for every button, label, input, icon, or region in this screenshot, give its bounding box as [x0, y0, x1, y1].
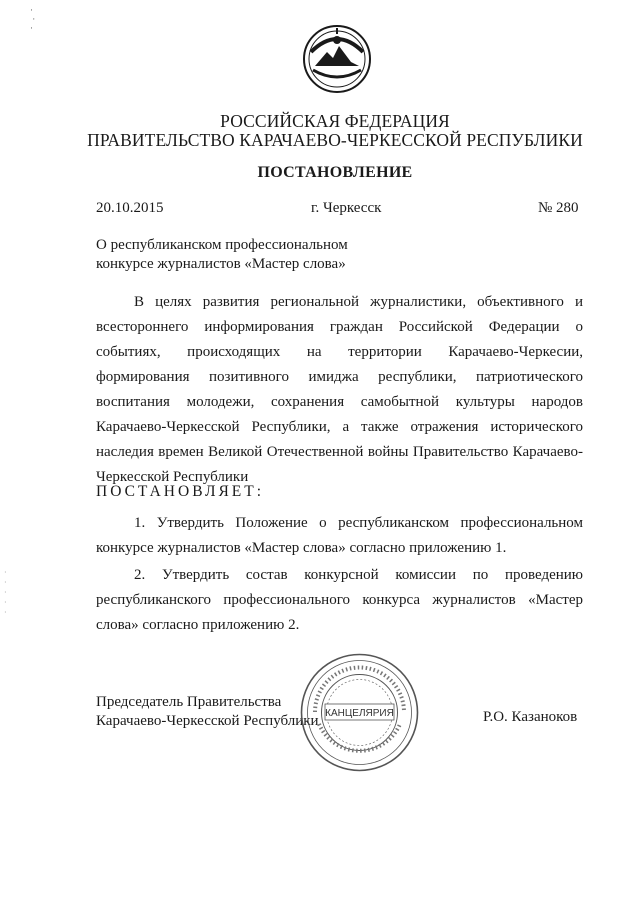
- subject-line-2: конкурсе журналистов «Мастер слова»: [96, 256, 346, 272]
- header-government: ПРАВИТЕЛЬСТВО КАРАЧАЕВО-ЧЕРКЕССКОЙ РЕСПУБЛИКИ: [87, 130, 583, 150]
- resolution-item-2: 2. Утвердить состав конкурсной комиссии по проведению республиканского профессионального конкурса журналистов «Мастер слова» согласно приложению 2.: [96, 567, 583, 633]
- document-number: № 280: [538, 200, 579, 216]
- signatory-title-line-1: Председатель Правительства: [96, 694, 282, 710]
- scan-marks: · · ·: [30, 5, 36, 33]
- signatory-name: Р.О. Казаноков: [483, 709, 578, 725]
- document-type: ПОСТАНОВЛЕНИЕ: [257, 164, 413, 181]
- document-city: г. Черкесск: [311, 200, 382, 216]
- resolution-item-1: 1. Утвердить Положение о республиканском профессиональном конкурсе журналистов «Мастер слова» согласно приложению 1.: [96, 515, 583, 556]
- coat-of-arms-emblem: [301, 22, 373, 94]
- signatory-title: [96, 693, 319, 731]
- seal-center-text: КАНЦЕЛЯРИЯ: [325, 708, 394, 719]
- signatory-title-line-2: Карачаево-Черкесской Республики: [96, 713, 319, 729]
- scan-edge-marks: · · · · ·: [4, 568, 7, 617]
- document-subject: [96, 236, 348, 274]
- intro-paragraph: В целях развития региональной журналистики, объективного и всестороннего информирования граждан Российской Федерации о событиях, происходящих на территории Карачаево-Черкесии, формирования позитивного имиджа республики, патриотического воспитания молодежи, сохранения самобытной культуры народов Карачаево-Черкесской Республики, а также отражения исторического наследия времен Великой Отечественной войны Правительство Карачаево-Черкесской Республики: [96, 294, 583, 485]
- header-country: РОССИЙСКАЯ ФЕДЕРАЦИЯ: [220, 111, 450, 131]
- resolve-heading: ПОСТАНОВЛЯЕТ:: [96, 483, 265, 500]
- document-date: 20.10.2015: [96, 200, 164, 216]
- subject-line-1: О республиканском профессиональном: [96, 237, 348, 253]
- official-seal: [297, 650, 422, 775]
